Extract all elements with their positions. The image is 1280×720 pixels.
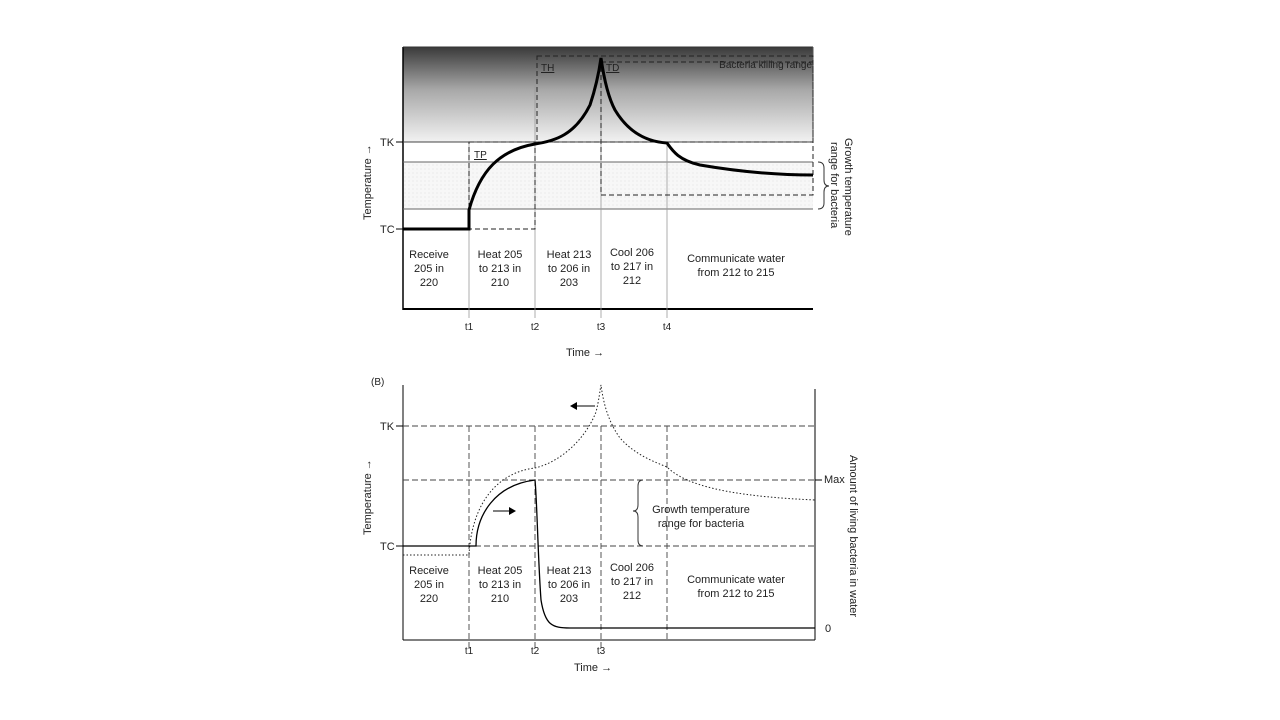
phase-text: Communicate water	[687, 574, 785, 586]
b-tk-label: TK	[380, 421, 395, 433]
phase-cool-206	[610, 247, 654, 287]
killing-range-label: Bacteria killing range	[719, 60, 812, 71]
tk-label: TK	[380, 137, 395, 149]
b-phase-cool-206	[610, 562, 654, 602]
phase-text: 205 in	[414, 579, 444, 591]
b-growth-range-brace	[633, 480, 643, 546]
phase-text: Receive	[409, 565, 449, 577]
phase-text: to 206 in	[547, 579, 591, 591]
phase-text: 212	[622, 590, 642, 602]
t2-label: t2	[530, 322, 540, 333]
phase-text: from 212 to 215	[697, 588, 775, 600]
phase-text: 210	[490, 277, 510, 289]
growth-range-band	[403, 162, 813, 209]
phase-text: Heat 205	[477, 249, 523, 261]
phase-text: to 213 in	[478, 579, 522, 591]
b-arrow-right	[493, 507, 516, 515]
td-label: TD	[606, 63, 620, 74]
growth-range-brace	[818, 162, 829, 209]
b-arrow-left	[570, 402, 595, 410]
y-axis-label: Temperature →	[362, 144, 374, 220]
phase-receive	[409, 249, 449, 289]
b-phase-receive	[409, 565, 449, 605]
phase-text: Communicate water	[687, 253, 785, 265]
panel-b-tag: (B)	[371, 377, 385, 388]
tp-label: TP	[474, 150, 487, 161]
b-zero-label: 0	[825, 623, 832, 635]
phase-text: 212	[622, 275, 642, 287]
b-phase-heat-213	[547, 565, 592, 605]
phase-text: to 206 in	[547, 263, 591, 275]
b-max-label: Max	[824, 474, 845, 486]
b-bacteria-curve	[403, 480, 815, 628]
t4-label: t4	[662, 322, 672, 333]
b-phase-communicate	[687, 574, 785, 600]
phase-text: Heat 205	[477, 565, 523, 577]
panel-a	[362, 47, 854, 359]
phase-text: to 217 in	[610, 261, 654, 273]
b-growth-range-label-line2: range for bacteria	[657, 518, 745, 530]
b-phase-heat-205	[478, 565, 523, 605]
tc-label: TC	[380, 224, 395, 236]
b-right-axis-label: Amount of living bacteria in water	[847, 455, 859, 618]
b-growth-range-label-line1: Growth temperature	[652, 504, 750, 516]
t1-label: t1	[464, 322, 474, 333]
phase-text: Heat 213	[546, 565, 592, 577]
panel-b	[362, 377, 859, 674]
phase-text: 220	[419, 277, 439, 289]
phase-text: from 212 to 215	[697, 267, 775, 279]
phase-text: to 213 in	[478, 263, 522, 275]
phase-text: 205 in	[414, 263, 444, 275]
b-tc-label: TC	[380, 541, 395, 553]
phase-text: Receive	[409, 249, 449, 261]
phase-text: Heat 213	[546, 249, 592, 261]
b-t2-label: t2	[530, 646, 540, 657]
b-t1-label: t1	[464, 646, 474, 657]
phase-heat-213	[547, 249, 592, 289]
x-axis-label: Time →	[566, 347, 605, 359]
phase-text: 220	[419, 593, 439, 605]
b-temperature-curve	[403, 385, 815, 555]
growth-range-label-line2: range for bacteria	[828, 142, 840, 229]
growth-range-label-line1: Growth temperature	[842, 138, 854, 236]
b-t3-label: t3	[596, 646, 606, 657]
phase-text: to 217 in	[610, 576, 654, 588]
phase-text: 203	[559, 277, 579, 289]
th-label: TH	[541, 63, 555, 74]
phase-text: Cool 206	[609, 247, 655, 259]
b-x-axis-label: Time →	[574, 662, 613, 674]
b-y-axis-label: Temperature →	[362, 459, 374, 535]
phase-communicate	[687, 253, 785, 279]
phase-text: 203	[559, 593, 579, 605]
phase-text: Cool 206	[609, 562, 655, 574]
phase-heat-205	[478, 249, 523, 289]
t3-label: t3	[596, 322, 606, 333]
phase-text: 210	[490, 593, 510, 605]
